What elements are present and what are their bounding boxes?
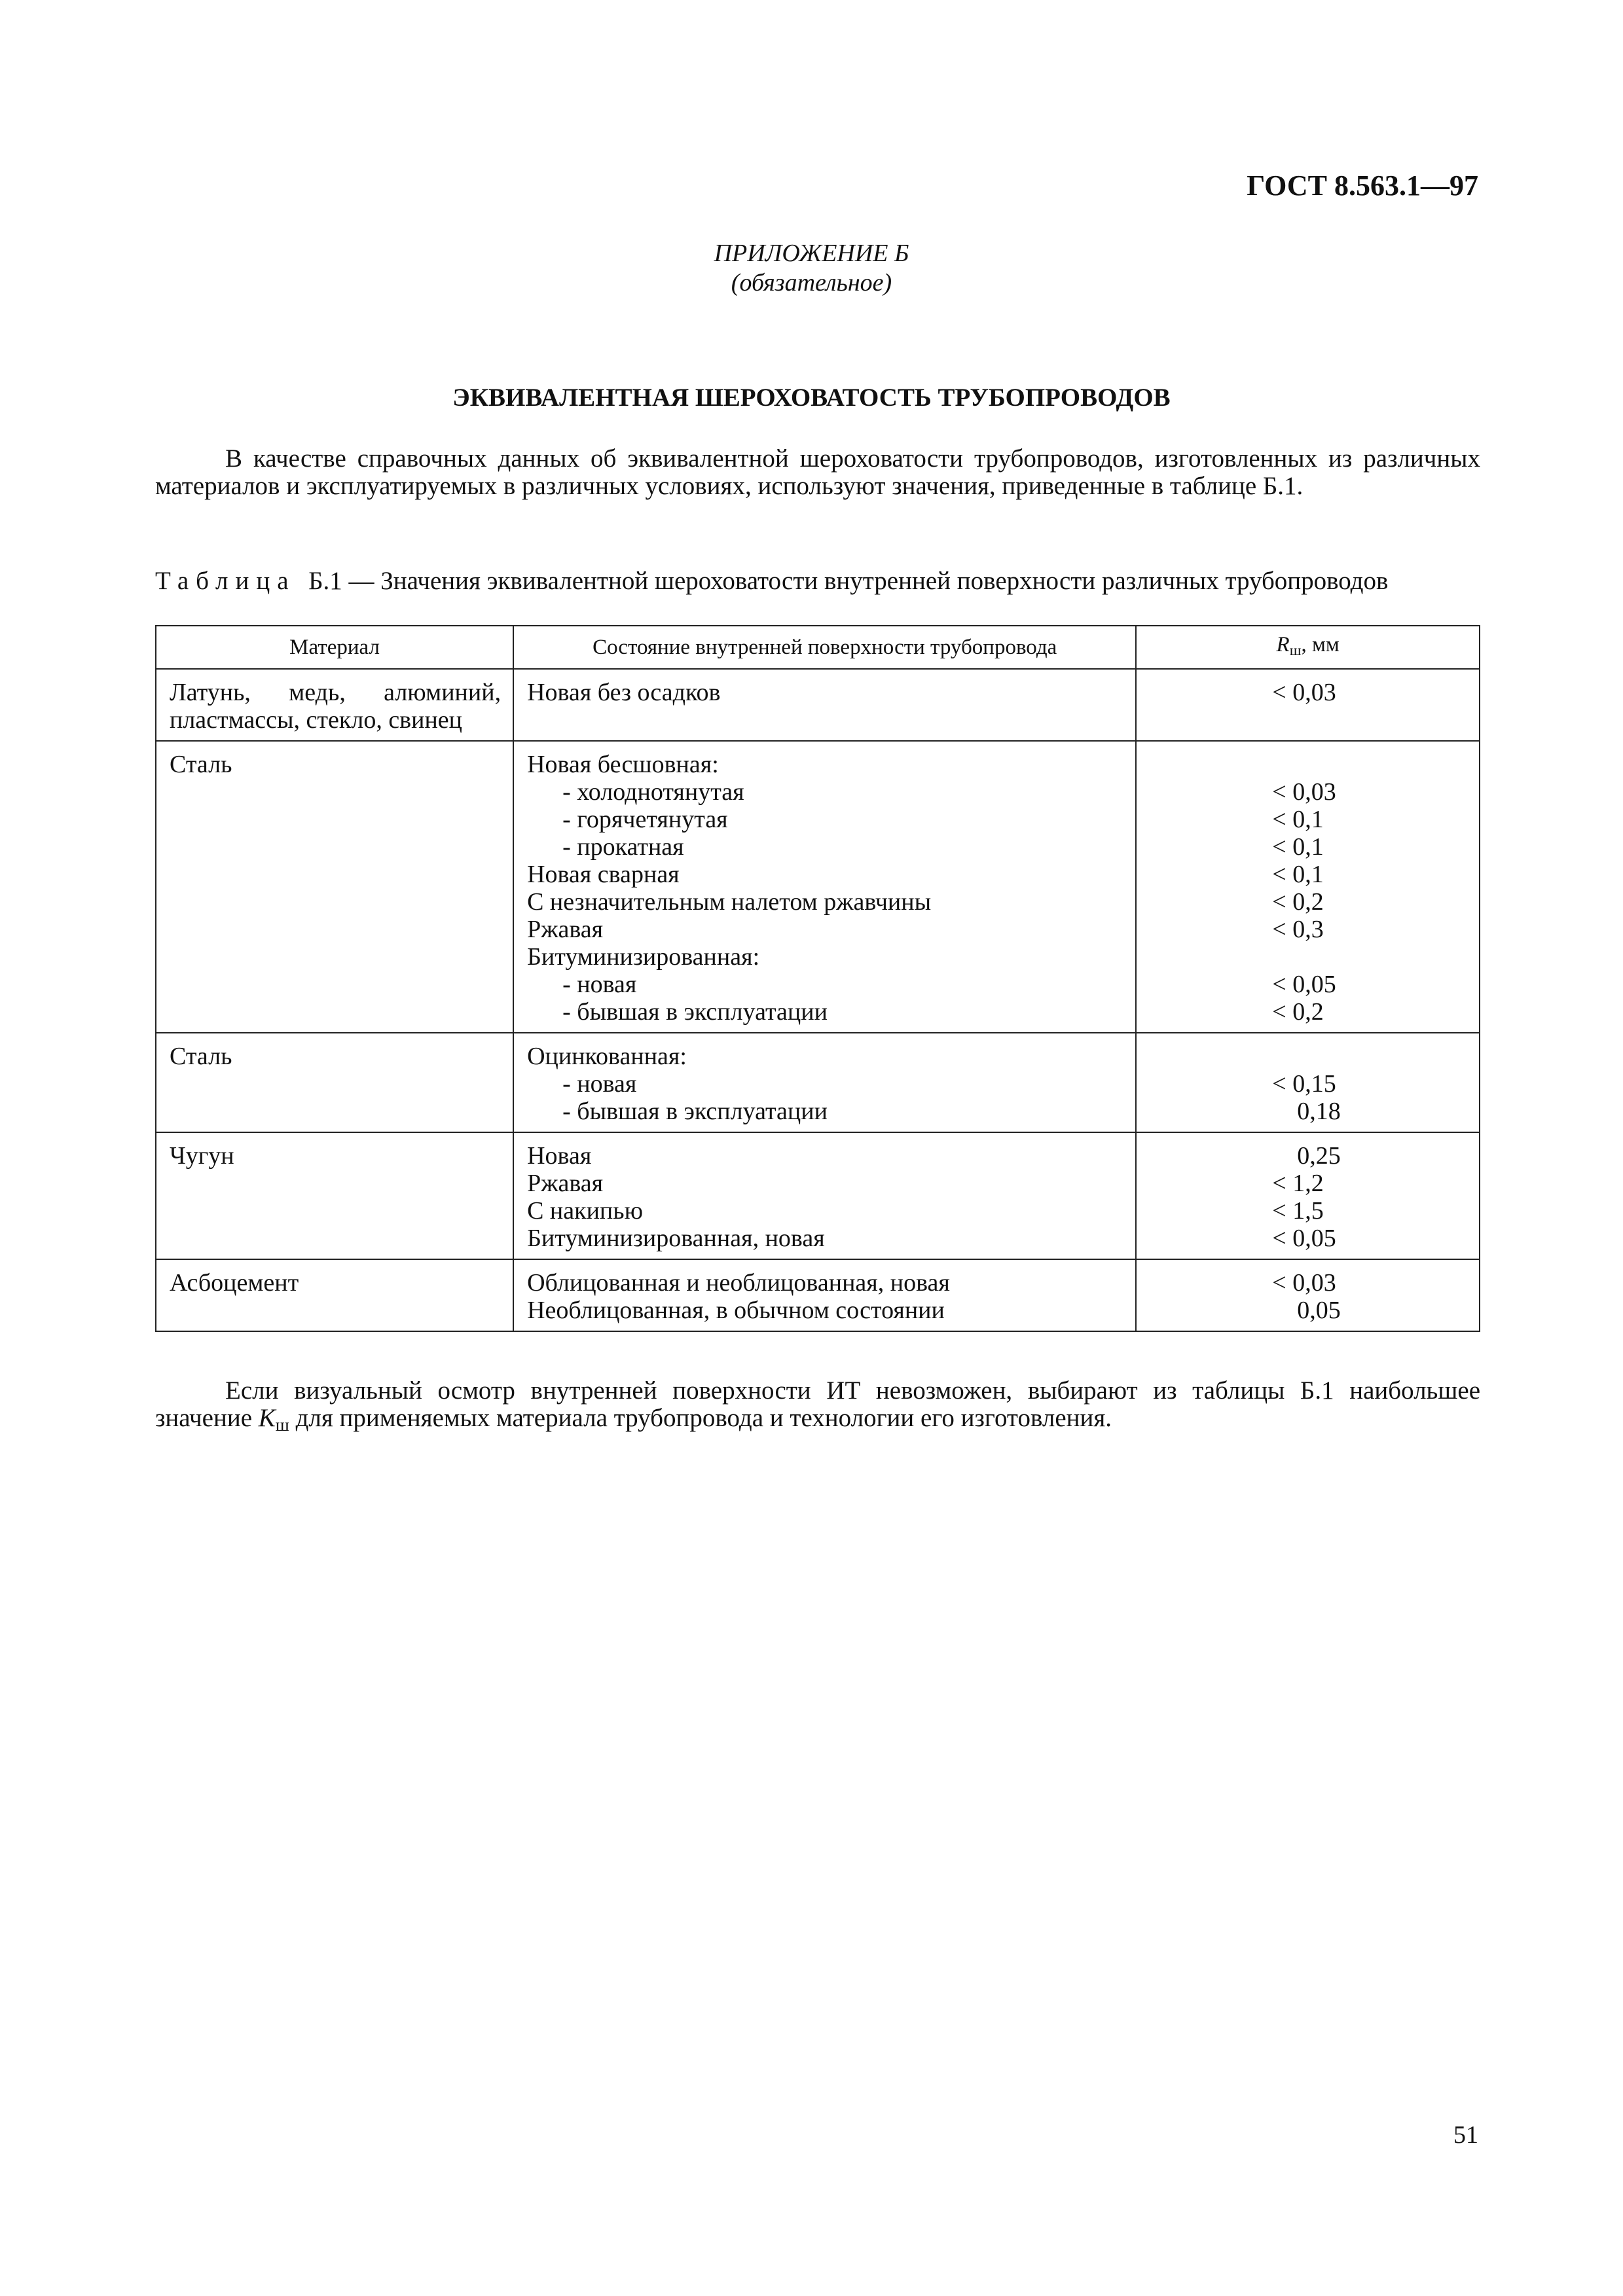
roughness-value: < 0,03 [1272,1269,1336,1297]
state-line: - новая [562,1070,637,1098]
value-cell [1136,1132,1480,1259]
document-id: ГОСТ 8.563.1—97 [1247,170,1478,202]
material-line: Асбоцемент [170,1269,299,1297]
state-line: Ржавая [527,916,604,943]
k-symbol: K [258,1404,276,1432]
table-row [156,669,1480,741]
state-line: С незначительным налетом ржавчины [527,888,932,916]
roughness-value: < 1,2 [1272,1170,1324,1197]
outro-text-after: для применяемых материала трубопровода и технологии его изготовления. [289,1404,1112,1432]
material-line: пластмассы, стекло, свинец [170,706,463,734]
state-line: - горячетянутая [562,806,728,833]
value-cell [1136,1259,1480,1331]
roughness-value: < 0,03 [1272,679,1336,706]
roughness-value: < 0,05 [1272,1225,1336,1252]
roughness-value: 0,18 [1297,1098,1341,1125]
material-cell [156,1132,513,1259]
table-header-row [156,626,1480,669]
appendix-title: ПРИЛОЖЕНИЕ Б [714,240,909,267]
state-line: - прокатная [562,833,684,861]
state-cell [513,1259,1136,1331]
state-cell [513,669,1136,741]
roughness-table [155,625,1480,1332]
r-unit: , мм [1301,633,1340,657]
r-symbol: R [1276,633,1290,657]
state-line: Новая сварная [527,861,680,888]
r-subscript: ш [1289,641,1302,658]
roughness-value: < 0,1 [1272,861,1324,888]
material-cell [156,669,513,741]
material-cell [156,1033,513,1132]
roughness-value: 0,05 [1297,1297,1341,1324]
roughness-value [1272,751,1374,778]
table-row [156,1259,1480,1331]
roughness-value: 0,25 [1297,1142,1341,1170]
table-caption-number: Б.1 [308,567,342,595]
roughness-value: < 0,2 [1272,998,1324,1026]
state-line: Ржавая [527,1170,604,1197]
roughness-value: < 0,3 [1272,916,1324,943]
section-title: ЭКВИВАЛЕНТНАЯ ШЕРОХОВАТОСТЬ ТРУБОПРОВОДОВ [452,384,1171,412]
intro-paragraph: В качестве справочных данных об эквивалентной шероховатости трубопроводов, изготовленных из различных материалов и эксплуатируемых в различных условиях, используют значения, приведенные в таблице Б.1. [155,444,1480,500]
state-cell [513,1033,1136,1132]
value-cell [1136,741,1480,1033]
material-cell [156,1259,513,1331]
value-cell [1136,1033,1480,1132]
header-state: Состояние внутренней поверхности трубопровода [513,626,1136,669]
roughness-value [1272,1043,1374,1070]
outro-paragraph [155,1377,1480,1439]
roughness-value: < 1,5 [1272,1197,1324,1225]
material-line: Сталь [170,1043,232,1070]
table-row [156,1033,1480,1132]
roughness-value: < 0,2 [1272,888,1324,916]
material-line: Чугун [170,1142,234,1170]
state-cell [513,741,1136,1033]
roughness-value: < 0,1 [1272,833,1324,861]
roughness-value: < 0,15 [1272,1070,1336,1098]
state-line: С накипью [527,1197,643,1225]
material-line: Сталь [170,751,232,778]
state-line: - новая [562,971,637,998]
roughness-value: < 0,03 [1272,778,1336,806]
table-caption-label: Таблица [155,567,296,595]
outro-text-before: Если визуальный осмотр внутренней поверхности ИТ невозможен, выбирают из таблицы Б.1 наибольшее значение [155,1376,1480,1432]
table-row [156,1132,1480,1259]
state-line: Новая без осадков [527,679,721,706]
state-line: Новая [527,1142,592,1170]
state-line: - бывшая в эксплуатации [562,1098,828,1125]
state-line: Новая бесшовная: [527,751,719,778]
k-subscript: ш [275,1414,289,1435]
state-line: Облицованная и необлицованная, новая [527,1269,950,1297]
page-number: 51 [1453,2121,1478,2149]
table-row [156,741,1480,1033]
state-line: - холоднотянутая [562,778,744,806]
state-line: - бывшая в эксплуатации [562,998,828,1026]
state-line: Необлицованная, в обычном состоянии [527,1297,945,1324]
table-caption-text: — Значения эквивалентной шероховатости внутренней поверхности различных трубопроводов [348,567,1389,595]
roughness-value [1272,943,1374,971]
material-cell [156,741,513,1033]
state-line: Битуминизированная, новая [527,1225,825,1252]
value-cell [1136,669,1480,741]
header-roughness [1136,626,1480,669]
state-line: Оцинкованная: [527,1043,687,1070]
appendix-subtitle: (обязательное) [731,269,892,296]
state-cell [513,1132,1136,1259]
material-line: Латунь, медь, алюминий, [170,679,501,706]
header-material: Материал [156,626,513,669]
table-caption [155,566,1388,596]
roughness-value: < 0,05 [1272,971,1336,998]
state-line: Битуминизированная: [527,943,760,971]
roughness-value: < 0,1 [1272,806,1324,833]
